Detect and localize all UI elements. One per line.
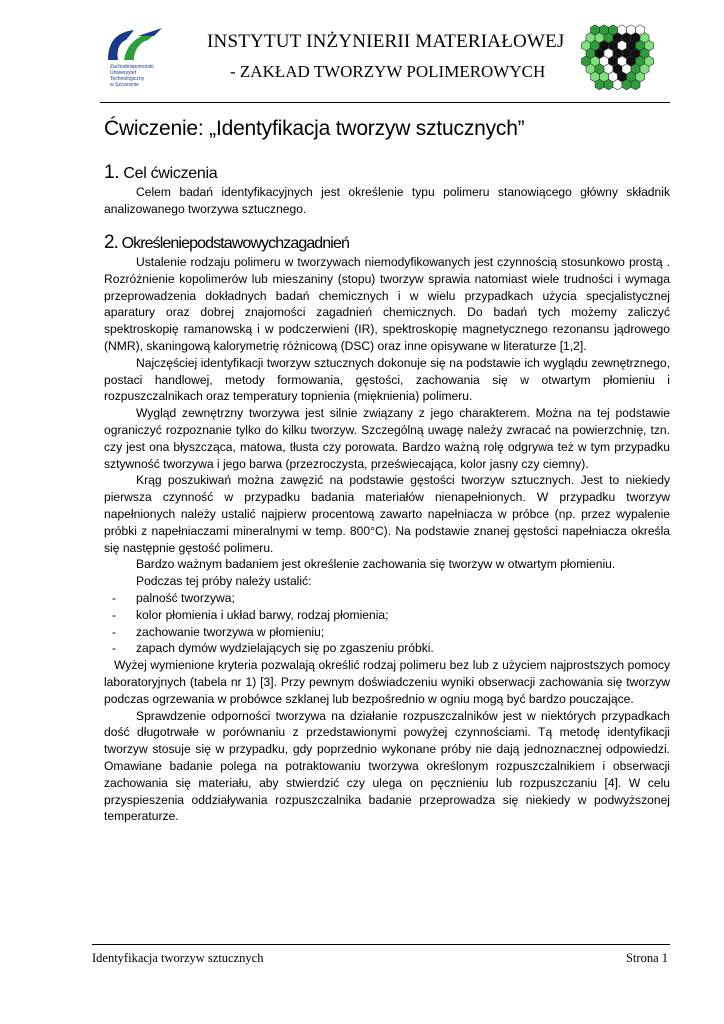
list-item: - zachowanie tworzywa w płomieniu; xyxy=(112,624,325,639)
paragraph: Wyżej wymienione kryteria pozwalają określić rodzaj polimeru bez lub z użyciem najprostszych pomocy laboratoryjnych (tabela nr 1) [3]. Przy pewnym doświadczeniu wyniki obserwacji zachowania się tworzyw podczas ogrzewania w probówce szklanej lub bezpośrednio w ogniu mogą być bardzo pouczające. xyxy=(104,658,670,706)
paragraph: Bardzo ważnym badaniem jest określenie zachowania się tworzyw w otwartym płomieniu. xyxy=(136,557,616,572)
hex-cell xyxy=(613,79,622,89)
section-1-heading xyxy=(104,162,217,184)
page-header xyxy=(100,22,670,103)
footer-document-title: Identyfikacja tworzyw sztucznych xyxy=(92,951,264,965)
paragraph: Podczas tej próby należy ustalić: xyxy=(136,574,312,589)
paragraph: Wygląd zewnętrzny tworzywa jest silnie związany z jego charakterem. Można na tej podstawie ograniczyć rozpoznanie tylko do kilku tworzyw. Szczególną uwagę należy zwracać na powierzchnię, tzn. czy jest ona błyszcząca, matowa, tłusta czy porowata. Bardzo ważną rolę odgrywa też w tym przypadku sztywność tworzywa i jego barwa (przezroczysta, przeświecająca, kolor jasny czy ciemny). xyxy=(104,406,670,471)
university-caption: Zachodniopomorski Uniwersytet Technologiczny w Szczecinie xyxy=(110,64,154,88)
section-2-body xyxy=(104,254,670,825)
paragraph: Ustalenie rodzaju polimeru w tworzywach niemodyfikowanych jest czynnością stosunkowo prostą . Rozróżnienie kopolimerów lub mieszaniny (stopu) tworzyw sprawia natomiast wiele trudności i wymaga przeprowadzenia dokładnych badań chemicznych i w wielu przypadkach użycia specjalistycznej aparatury oraz dobrej znajomości zagadnień chemicznych. Do badań tych możemy zaliczyć spektroskopię ramanowską i w podczerwieni (IR), spektroskopię magnetycznego rezonansu jądrowego (NMR), skaningową kalorymetrię różnicową (DSC) oraz inne opisywane w literaturze [1,2]. xyxy=(104,255,670,353)
institute-title: INSTYTUT INŻYNIERII MATERIAŁOWEJ xyxy=(207,31,565,52)
hex-cell xyxy=(631,79,640,89)
paragraph: Najczęściej identyfikacji tworzyw sztucznych dokonuje się na podstawie ich wyglądu zewnętrznego, postaci handlowej, metody formowania, gęstości, zachowania się w otwartym płomieniu i rozpuszczalnikach oraz temperatury topnienia (mięknienia) polimeru. xyxy=(104,355,670,404)
paragraph: Sprawdzenie odporności tworzywa na działanie rozpuszczalników jest w niektórych przypadkach dość długotrwałe w porównaniu z przedstawionymi powyżej czynnościami. Tą metodę identyfikacji tworzyw stosuje się w przypadku, gdy poprzednio wykonane próby nie dają jednoznacznej odpowiedzi. Omawiane badanie polega na potraktowaniu tworzywa określonym rozpuszczalnikiem i obserwacji zachowania się materiału, aby stwierdzić czy ulega on pęcznieniu lub rozpuszczaniu [4]. W celu przyspieszenia oddziaływania rozpuszczalnika badanie przeprowadza się niekiedy w podwyższonej temperaturze. xyxy=(104,708,670,824)
university-logo-icon xyxy=(104,26,164,64)
section-1-body xyxy=(104,184,670,218)
list-item: - zapach dymów wydzielających się po zgaszeniu próbki. xyxy=(112,641,434,656)
section-1-title: Cel ćwiczenia xyxy=(123,165,218,182)
university-logo xyxy=(104,26,184,96)
department-logo xyxy=(580,24,660,94)
page-footer xyxy=(92,944,670,969)
section-2-number: 2. xyxy=(104,232,119,253)
hex-cell xyxy=(622,79,631,89)
flame-test-list xyxy=(104,590,670,657)
paragraph: Krąg poszukiwań można zawęzić na podstawie gęstości tworzyw sztucznych. Jest to niekiedy pierwsza czynność w przypadku badania materiałów nienapełnionych. W przypadku tworzyw napełnionych należy ustalić najpierw procentową zawarto napełniacza w próbce (np. przez wypalenie próbki z napełniaczami mineralnymi w temp. 800°C). Na podstawie znanej gęstości napełniacza określa się następnie gęstość polimeru. xyxy=(104,473,670,555)
section-2-title: Określeniepodstawowychzagadnień xyxy=(121,235,349,252)
exercise-title: Ćwiczenie: „Identyfikacja tworzyw sztucznych” xyxy=(104,117,525,140)
section-1-number: 1. xyxy=(104,162,120,183)
department-title: - ZAKŁAD TWORZYW POLIMEROWYCH xyxy=(230,62,546,81)
section-2-heading xyxy=(104,232,349,254)
hex-cell xyxy=(595,79,604,89)
list-item: - palność tworzywa; xyxy=(112,590,235,605)
hexagon-molecule-icon xyxy=(580,24,660,90)
paragraph: Celem badań identyfikacyjnych jest określenie typu polimeru stanowiącego główny składnik analizowanego tworzywa sztucznego. xyxy=(104,185,670,216)
footer-page-number: Strona 1 xyxy=(625,951,668,965)
hex-cell xyxy=(604,79,613,89)
list-item: - kolor płomienia i układ barwy, rodzaj płomienia; xyxy=(112,607,389,622)
